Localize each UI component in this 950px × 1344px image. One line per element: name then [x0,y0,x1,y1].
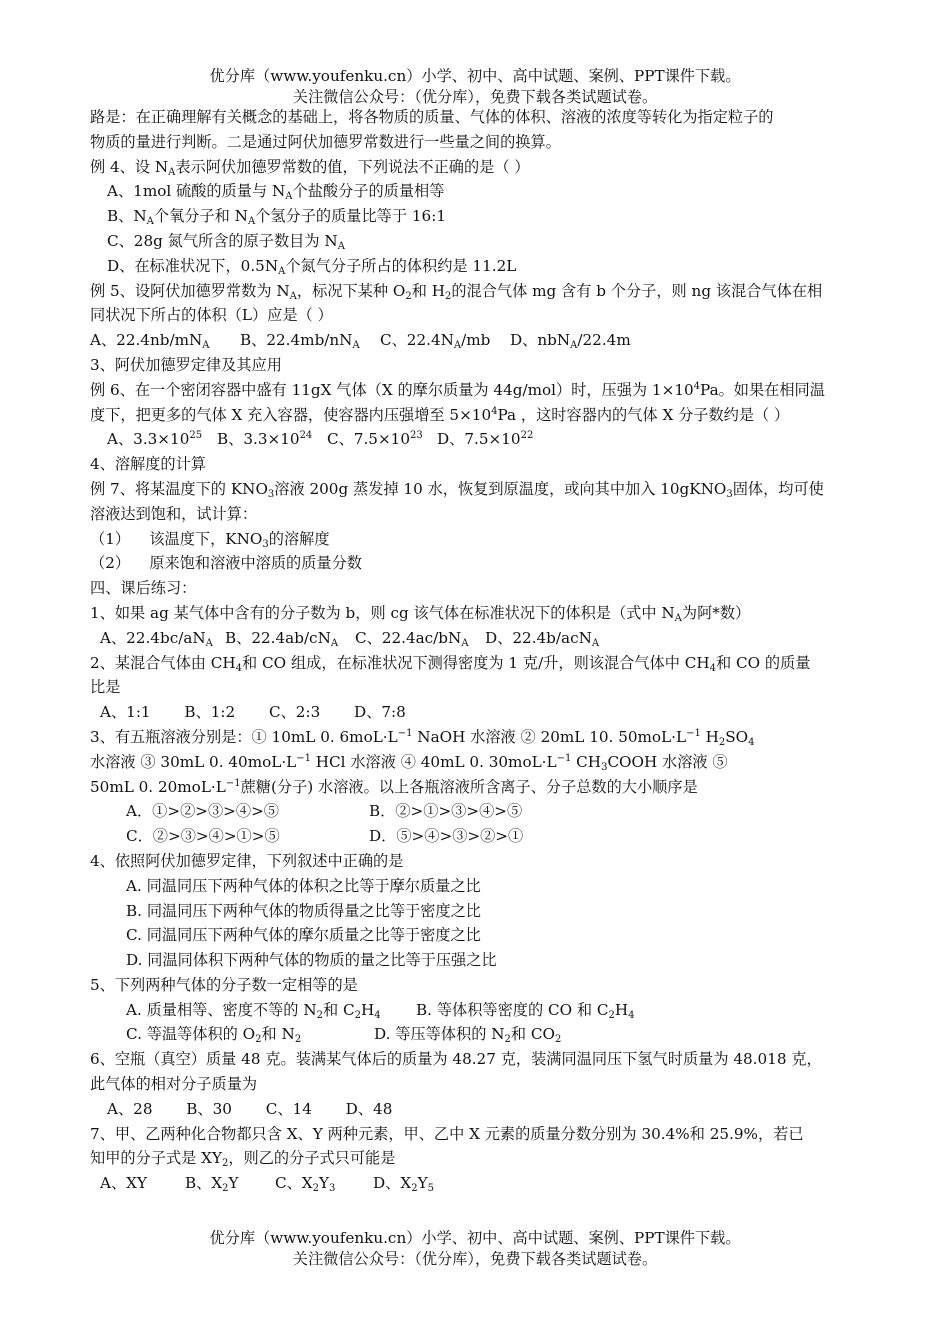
q7-options [90,1171,890,1196]
q7-option-a: A、XY [100,1174,147,1193]
q5-options-row-2 [90,1022,890,1047]
example-5-option-b: B、$22.4mb/nN_A$ [240,331,360,352]
q7-question-cont: 知甲的分子式是 $XY_2$，则乙的分子式只可能是 [90,1149,396,1170]
example-4-option-a: A、1mol 硫酸的质量与 $N_A$个盐酸分子的质量相等 [107,182,445,203]
q1-option-b: B、$22.4ab/cN_A$ [225,628,339,649]
example-6-option-d: D、$7.5\times 10^{22}$ [437,430,534,449]
footer-line-2: 关注微信公众号：（优分库），免费下载各类试题试卷。 [292,1250,658,1268]
q5-option-c: C. 等温等体积的 $O_2$和 $N_2$ [126,1025,302,1046]
example-5-question: 例 5、设阿伏加德罗常数为 $N_A$，标况下某种 $O_2$和 $H_2$的混合气体 mg 含有 b 个分子，则 ng 该混合气体在相 [90,281,823,302]
q7-question: 7、甲、乙两种化合物都只含 X、Y 两种元素，甲、乙中 X 元素的质量分数分别为 30.4%和 25.9%，若已 [90,1124,804,1143]
q3-options-row-2 [90,824,890,849]
q4-option-b: B. 同温同压下两种气体的物质得量之比等于密度之比 [126,901,481,920]
q3-question-cont-2: 50mL 0. $20moL\cdot L^{-1}$蔗糖(分子) 水溶液。以上各瓶溶液所含离子、分子总数的大小顺序是 [90,777,698,796]
q5-question: 5、下列两种气体的分子数一定相等的是 [90,975,358,994]
q7-option-c: C、$X_2Y_3$ [275,1174,336,1195]
q5-option-d: D. 等压等体积的 $N_2$和 $CO_2$ [374,1025,562,1046]
q1-option-a: A、$22.4bc/aN_A$ [100,628,213,649]
q3-option-b: B．②>①>③>④>⑤ [369,802,523,821]
example-6-option-c: C、$7.5\times 10^{23}$ [327,430,423,449]
q6-question: 6、空瓶（真空）质量 48 克。装满某气体后的质量为 48.27 克，装满同温同压下氢气时质量为 48.018 克， [90,1050,822,1069]
example-6-question: 例 6、在一个密闭容器中盛有 11gX 气体（X 的摩尔质量为 44g/mol）时，压强为 $1\times 10^4Pa$。如果在相同温 [90,380,825,399]
q1-question: 1、如果 ag 某气体中含有的分子数为 b，则 cg 该气体在标准状况下的体积是（式中 $N_A$为阿*数） [90,603,751,624]
q4-option-d: D. 同温同体积下两种气体的物质的量之比等于压强之比 [126,951,497,970]
header-line-2: 关注微信公众号：（优分库），免费下载各类试题试卷。 [292,88,658,106]
intro-line-2: 物质的量进行判断。二是通过阿伏加德罗常数进行一些量之间的换算。 [90,132,561,151]
section-4-heading: 4、溶解度的计算 [90,455,206,474]
q7-option-b: B、$X_2Y$ [185,1174,239,1195]
header-line-1: 优分库（www.youfenku.cn）小学、初中、高中试题、案例、PPT课件下载。 [209,67,741,85]
q4-option-c: C. 同温同压下两种气体的摩尔质量之比等于密度之比 [126,926,481,945]
q1-option-d: D、22.4b/acN$_A$ [485,628,600,649]
q1-options [90,626,890,651]
q6-options: A、28 B、30 C、14 D、48 [107,1099,393,1118]
q1-option-c: C、$22.4ac/bN_A$ [355,628,469,649]
q3-question: 3、有五瓶溶液分别是：① 10mL 0. $6moL\cdot L^{-1}$ NaOH 水溶液 ② 20mL 10. $50moL\cdot L^{-1}$ $H_2SO_4$ [90,727,755,748]
q2-question: 2、某混合气体由 $CH_4$和 CO 组成，在标准状况下测得密度为 1 克/升，则该混合气体中 $CH_4$和 CO 的质量 [90,653,811,674]
example-4-question: 例 4、设 $N_A$表示阿伏加德罗常数的值，下列说法不正确的是（ ） [90,157,530,178]
q3-option-c: C．②>③>④>①>⑤ [126,827,280,846]
example-5-option-d: D、nbN$_A$/22.4m [510,331,631,352]
footer-line-1: 优分库（www.youfenku.cn）小学、初中、高中试题、案例、PPT课件下载。 [209,1229,741,1247]
q2-options: A、1:1 B、1:2 C、2:3 D、7:8 [100,703,406,722]
example-7-question-cont: 溶液达到饱和，试计算： [90,504,258,523]
example-5-options [90,328,890,353]
intro-line-1: 路是：在正确理解有关概念的基础上，将各物质的质量、气体的体积、溶液的浓度等转化为指定粒子的 [90,108,774,126]
q5-options-row-1 [90,998,890,1023]
example-6-options [90,427,890,452]
document-body [90,105,890,1196]
q4-option-a: A. 同温同压下两种气体的体积之比等于摩尔质量之比 [126,876,481,895]
example-4-option-c: C、28g 氮气所含的原子数目为 $N_A$ [107,231,345,252]
q3-question-cont-1: 水溶液 ③ 30mL 0. $40moL\cdot L^{-1}$ HCl 水溶液 ④ 40mL 0. $30moL\cdot L^{-1}$ $CH_3COOH$ 水溶液 ⑤ [90,752,728,773]
homework-heading: 四、课后练习： [90,579,197,598]
example-6-option-b: B、$3.3\times 10^{24}$ [217,430,313,449]
example-5-option-a: A、$22.4nb/mN_A$ [90,331,210,352]
q3-option-a: A．①>②>③>④>⑤ [126,802,279,821]
q4-question: 4、依照阿伏加德罗定律，下列叙述中正确的是 [90,851,404,870]
q5-option-b: B. 等体积等密度的 CO 和 $C_2H_4$ [416,1000,635,1021]
example-7-question: 例 7、将某温度下的 $KNO_3$溶液 200g 蒸发掉 10 水，恢复到原温度，或向其中加入 10gKNO$_3$固体，均可使 [90,479,824,500]
q6-question-cont: 此气体的相对分子质量为 [90,1075,258,1094]
page-footer [0,1228,950,1270]
example-6-question-cont: 度下，把更多的气体 X 充入容器，使容器内压强增至 $5\times 10^4Pa$ ，这时容器内的气体 X 分子数约是（ ） [90,405,790,424]
example-5-question-cont: 同状况下所占的体积（L）应是（ ） [90,306,333,325]
page-header [0,66,950,108]
example-7-subquestion-2: （2） 原来饱和溶液中溶质的质量分数 [90,554,362,573]
section-3-heading: 3、阿伏加德罗定律及其应用 [90,355,282,374]
q2-question-cont: 比是 [90,678,121,697]
example-4-option-b: B、$N_A$个氧分子和 $N_A$个氢分子的质量比等于 16:1 [107,207,446,228]
example-6-option-a: A、$3.3\times 10^{25}$ [107,430,203,449]
example-7-subquestion-1: （1） 该温度下，$KNO_3$的溶解度 [90,529,330,550]
q5-option-a: A. 质量相等、密度不等的 $N_2$和 $C_2H_4$ [126,1000,381,1021]
example-4-option-d: D、在标准状况下，$0.5N_A$个氮气分子所占的体积约是 11.2L [107,256,517,277]
q3-options-row-1 [90,799,890,824]
q7-option-d: D、$X_2Y_5$ [373,1174,434,1195]
example-5-option-c: C、$22.4N_A/mb$ [380,331,491,352]
q3-option-d: D．⑤>④>③>②>① [369,827,524,846]
